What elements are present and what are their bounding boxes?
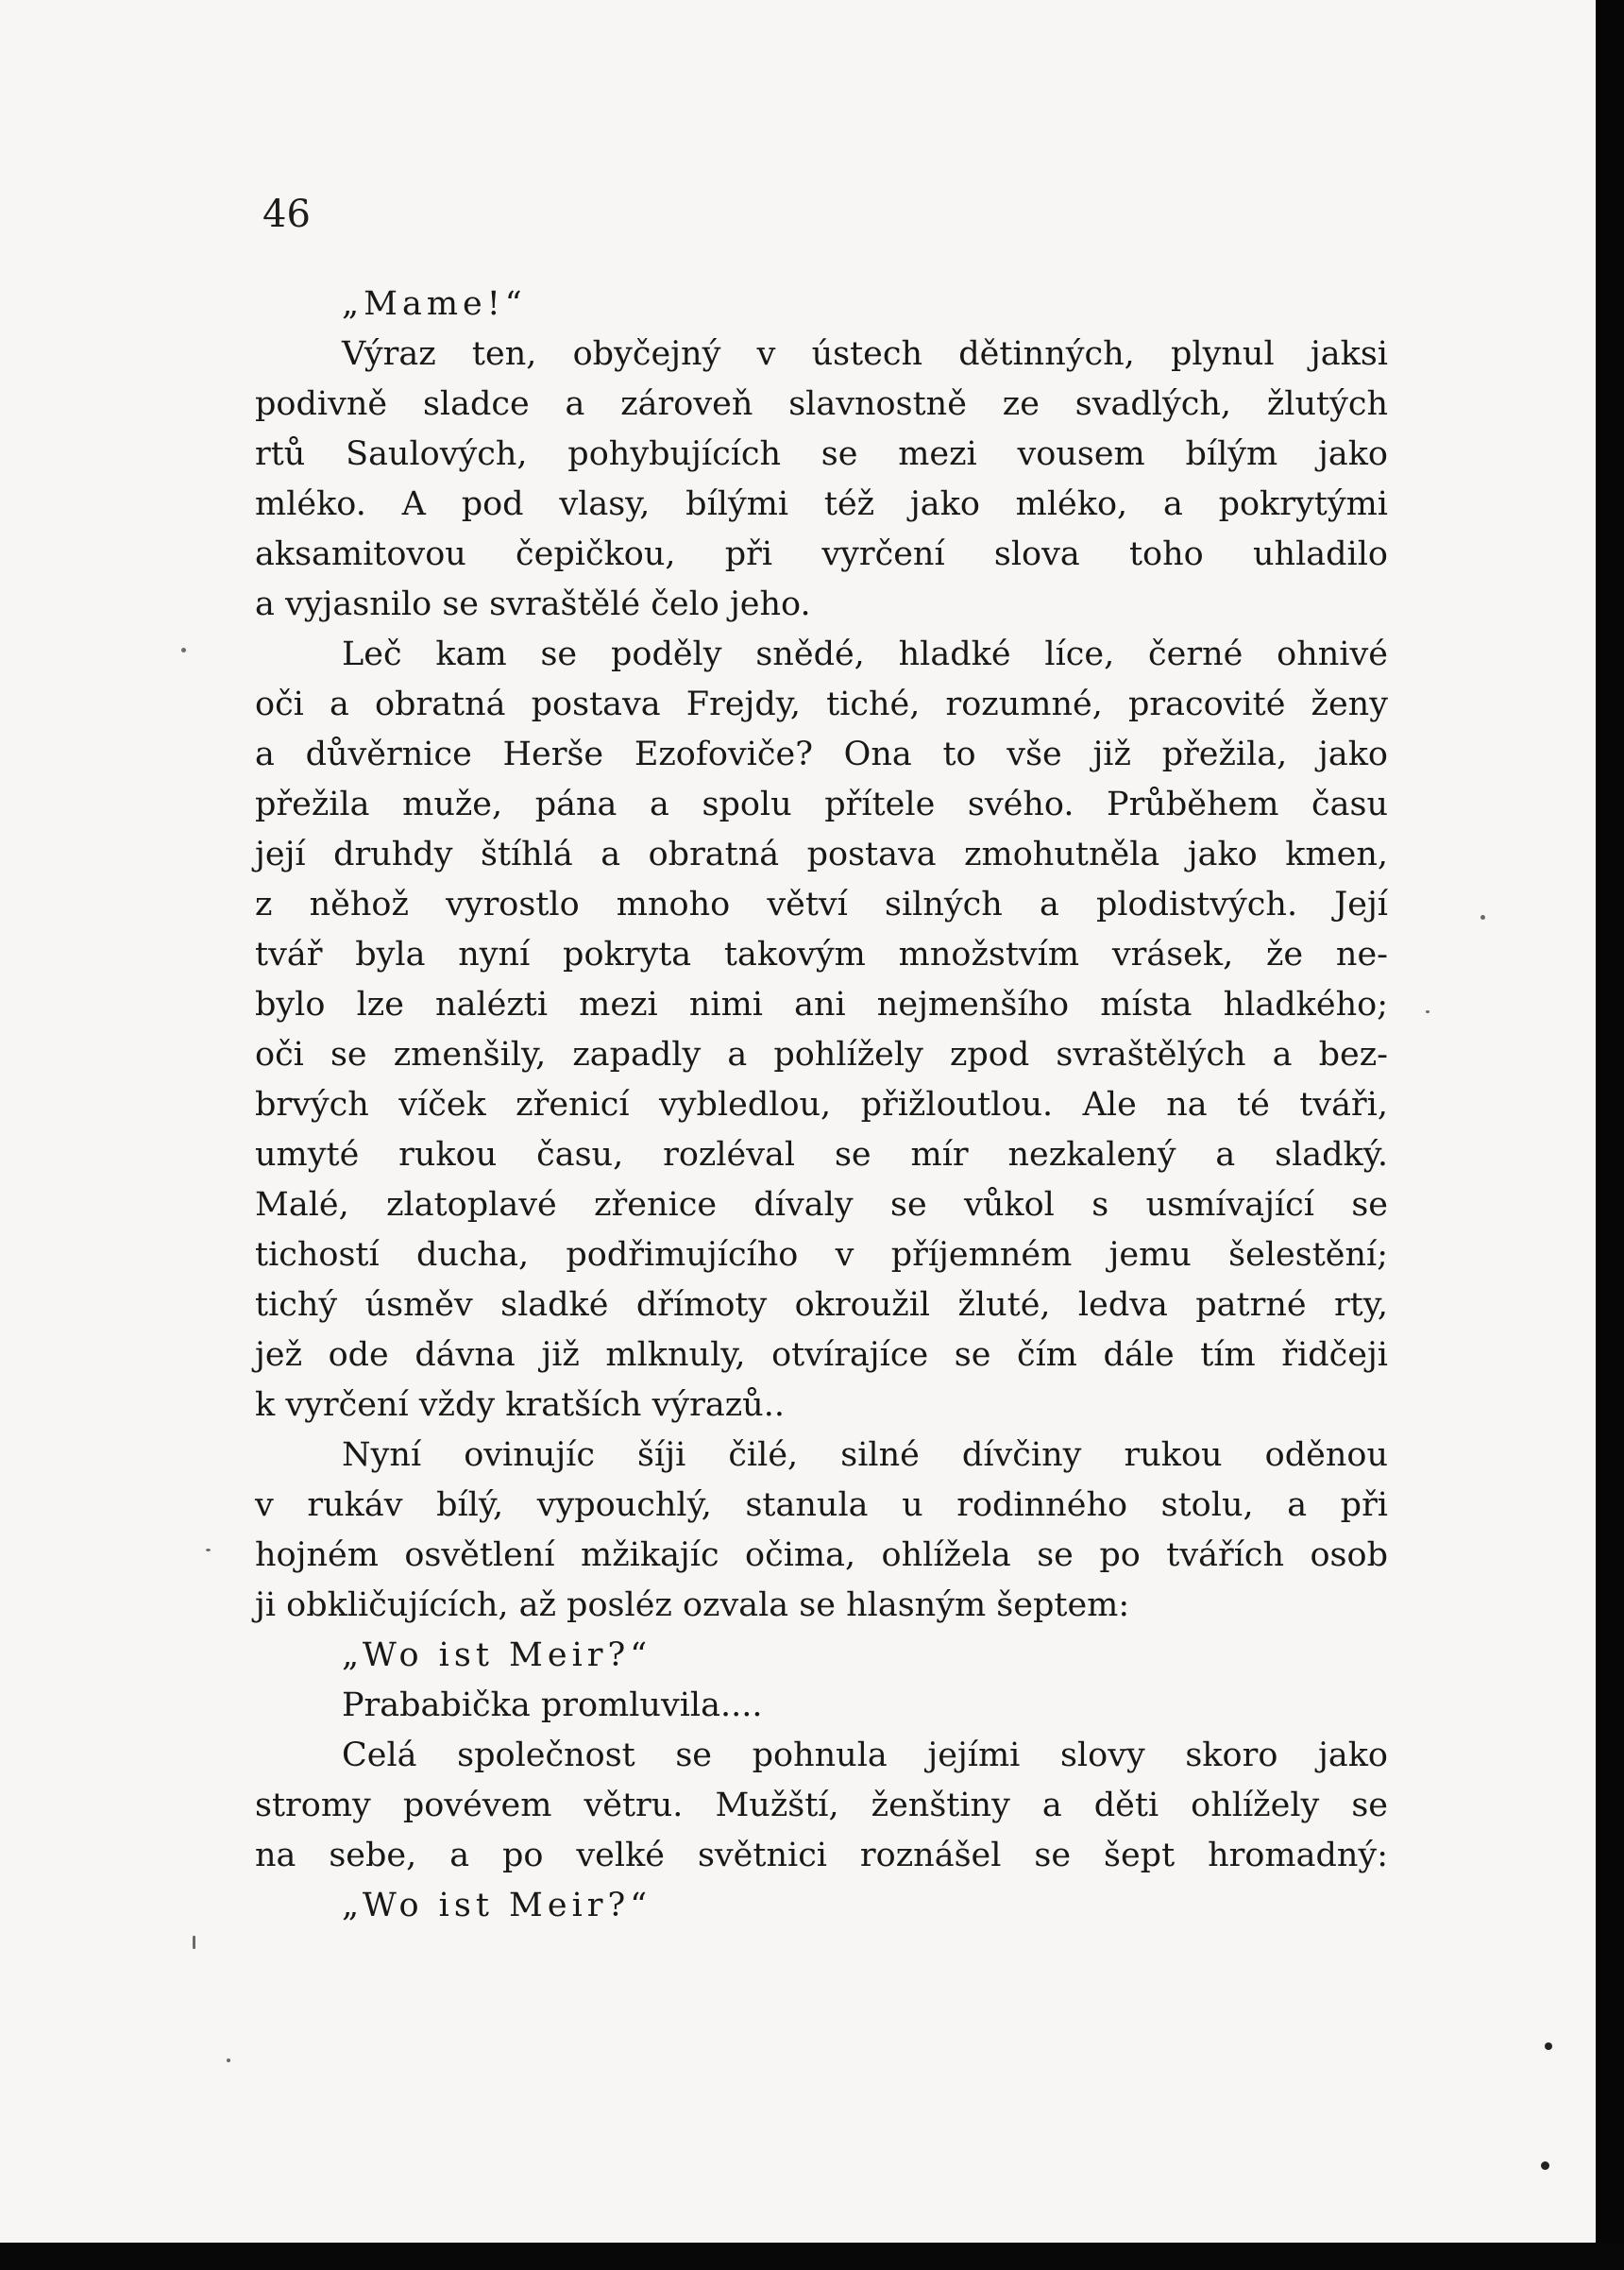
text-line: přežila muže, pána a spolu přítele svého. Průběhem času: [255, 786, 1388, 823]
text-line: Nyní ovinujíc šíji čilé, silné dívčiny rukou oděnou: [342, 1436, 1388, 1474]
text-line: v rukáv bílý, vypouchlý, stanula u rodinného stolu, a při: [255, 1486, 1388, 1524]
text-line: „Mame!“: [342, 285, 527, 323]
text-line: tichostí ducha, podřimujícího v příjemném jemu šelestění;: [255, 1236, 1388, 1274]
text-line: tvář byla nyní pokryta takovým množstvím vrásek, že ne-: [255, 936, 1388, 974]
page-speck: [1545, 2042, 1552, 2050]
text-line: jež ode dávna již mlknuly, otvírajíce se čím dále tím řidčeji: [255, 1336, 1388, 1374]
text-line: „Wo ist Meir?“: [342, 1636, 652, 1674]
text-line: Celá společnost se pohnula jejími slovy skoro jako: [342, 1736, 1388, 1774]
text-line: na sebe, a po velké světnici roznášel se šept hromadný:: [255, 1837, 1388, 1874]
text-line: k vyrčení vždy kratších výrazů..: [255, 1386, 785, 1424]
text-line: bylo lze nalézti mezi nimi ani nejmenšího místa hladkého;: [255, 986, 1388, 1024]
page-number: 46: [262, 193, 311, 236]
text-line: aksamitovou čepičkou, při vyrčení slova toho uhladilo: [255, 535, 1388, 573]
text-line: a důvěrnice Herše Ezofoviče? Ona to vše již přežila, jako: [255, 736, 1388, 773]
scan-bottom-edge: [0, 2243, 1624, 2270]
page-speck: [206, 1549, 211, 1551]
text-line: brvých víček zřenicí vybledlou, přižloutlou. Ale na té tváři,: [255, 1086, 1388, 1124]
text-line: „Wo ist Meir?“: [342, 1887, 652, 1924]
text-line: mléko. A pod vlasy, bílými též jako mléko, a pokrytými: [255, 485, 1388, 523]
text-line: Výraz ten, obyčejný v ústech dětinných, plynul jaksi: [342, 335, 1388, 373]
text-line: stromy povévem větru. Mužští, ženštiny a děti ohlížely se: [255, 1787, 1388, 1824]
scan-right-edge: [1596, 0, 1624, 2270]
text-line: podivně sladce a zároveň slavnostně ze svadlých, žlutých: [255, 385, 1388, 423]
text-line: Prababička promluvila....: [342, 1686, 763, 1724]
page-speck: [1426, 1010, 1429, 1013]
text-line: rtů Saulových, pohybujících se mezi vousem bílým jako: [255, 435, 1388, 473]
text-line: umyté rukou času, rozléval se mír nezkalený a sladký.: [255, 1136, 1388, 1174]
text-line: tichý úsměv sladké dřímoty okroužil žluté, ledva patrné rty,: [255, 1286, 1388, 1324]
text-line: Leč kam se poděly snědé, hladké líce, černé ohnivé: [342, 635, 1388, 673]
text-line: hojném osvětlení mžikajíc očima, ohlížela se po tvářích osob: [255, 1536, 1388, 1574]
page-speck: [1480, 915, 1485, 920]
text-line: z něhož vyrostlo mnoho větví silných a plodistvých. Její: [255, 886, 1388, 923]
page-speck: [193, 1936, 195, 1949]
page-speck: [227, 2058, 230, 2062]
page-speck: [181, 648, 186, 652]
text-line: oči a obratná postava Frejdy, tiché, rozumné, pracovité ženy: [255, 686, 1388, 723]
body-text: [255, 280, 1388, 1931]
text-line: Malé, zlatoplavé zřenice dívaly se vůkol s usmívající se: [255, 1186, 1388, 1224]
text-line: ji obkličujících, až posléz ozvala se hlasným šeptem:: [255, 1586, 1130, 1624]
text-line: její druhdy štíhlá a obratná postava zmohutněla jako kmen,: [255, 836, 1388, 873]
page-speck: [1541, 2161, 1549, 2170]
text-line: oči se zmenšily, zapadly a pohlížely zpod svraštělých a bez-: [255, 1036, 1388, 1074]
text-line: a vyjasnilo se svraštělé čelo jeho.: [255, 585, 811, 623]
